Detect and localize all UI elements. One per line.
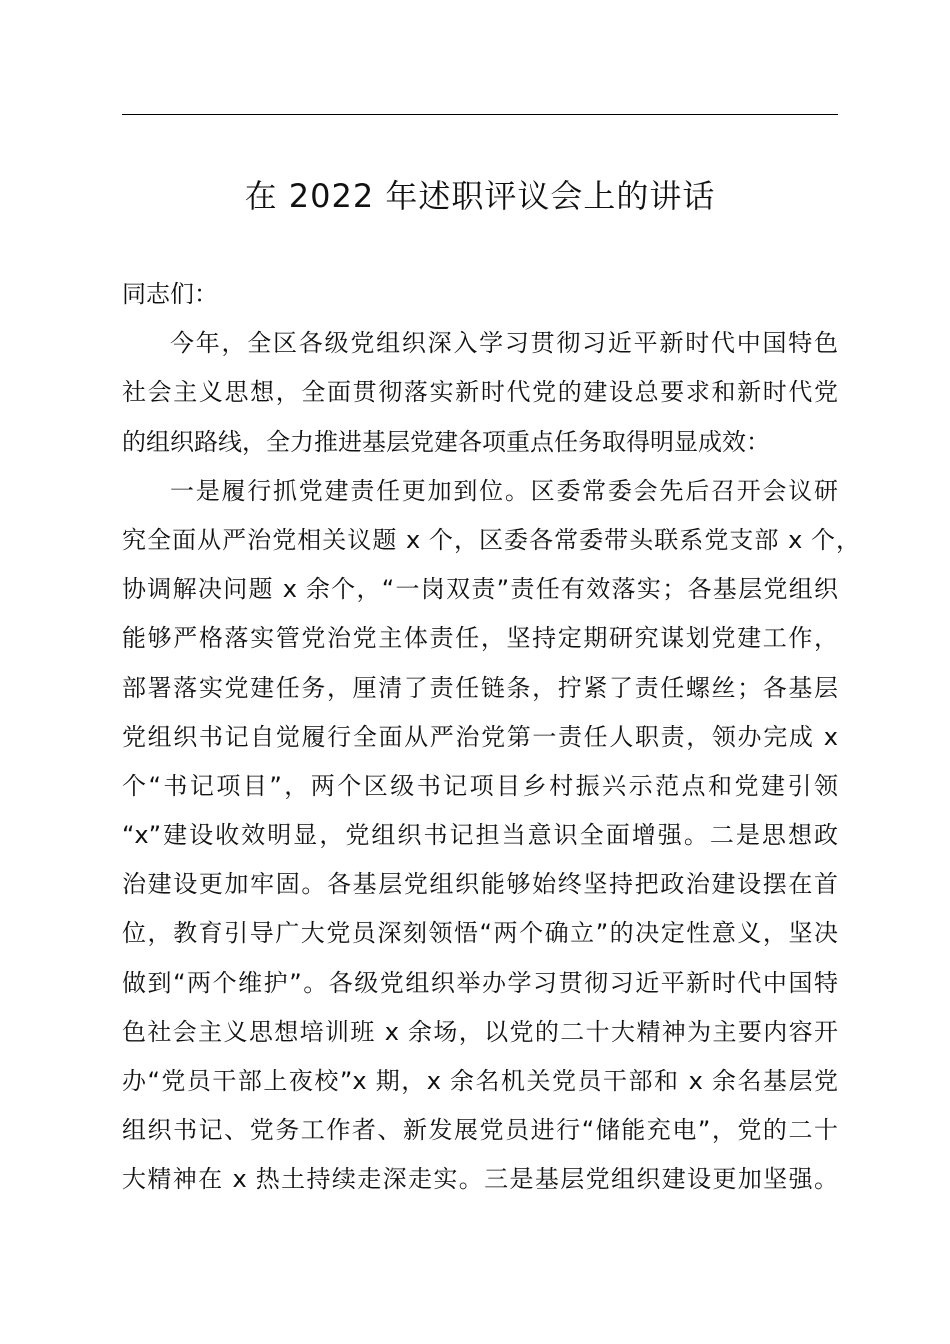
paragraph-line: 做到“两个维护”。各级党组织举办学习贯彻习近平新时代中国特 [122, 968, 838, 997]
paragraph-line: 的组织路线，全力推进基层党建各项重点任务取得明显成效： [122, 427, 770, 456]
paragraph-line: “x”建设收效明显，党组织书记担当意识全面增强。二是思想政 [122, 821, 838, 850]
document-title: 在 2022 年述职评议会上的讲话 [244, 177, 716, 215]
salutation: 同志们： [122, 280, 218, 308]
paragraph-line: 部署落实党建任务，厘清了责任链条，拧紧了责任螺丝；各基层 [122, 673, 838, 702]
paragraph-line: 色社会主义思想培训班 x 余场，以党的二十大精神为主要内容开 [122, 1017, 838, 1046]
paragraph-line: 治建设更加牢固。各基层党组织能够始终坚持把政治建设摆在首 [122, 870, 838, 899]
paragraph-line: 协调解决问题 x 余个，“一岗双责”责任有效落实；各基层党组织 [122, 575, 838, 604]
paragraph-line: 一是履行抓党建责任更加到位。区委常委会先后召开会议研 [170, 476, 838, 505]
paragraph-line: 能够严格落实管党治党主体责任，坚持定期研究谋划党建工作， [122, 624, 838, 653]
paragraph-line: 社会主义思想，全面贯彻落实新时代党的建设总要求和新时代党 [122, 378, 838, 407]
paragraph-line: 办“党员干部上夜校”x 期，x 余名机关党员干部和 x 余名基层党 [122, 1067, 838, 1095]
paragraph-line: 党组织书记自觉履行全面从严治党第一责任人职责，领办完成 x [122, 722, 838, 751]
header-rule [122, 114, 838, 115]
paragraph-line: 大精神在 x 热土持续走深走实。三是基层党组织建设更加坚强。 [122, 1165, 838, 1194]
paragraph-line: 今年，全区各级党组织深入学习贯彻习近平新时代中国特色 [170, 329, 838, 358]
paragraph-line: 个“书记项目”，两个区级书记项目乡村振兴示范点和党建引领 [122, 771, 838, 800]
document-body [122, 270, 860, 1205]
paragraph-line: 究全面从严治党相关议题 x 个，区委各常委带头联系党支部 x 个， [122, 525, 860, 554]
paragraph-line: 组织书记、党务工作者、新发展党员进行“储能充电”，党的二十 [122, 1116, 838, 1145]
paragraph-line: 位，教育引导广大党员深刻领悟“两个确立”的决定性意义，坚决 [122, 919, 838, 948]
